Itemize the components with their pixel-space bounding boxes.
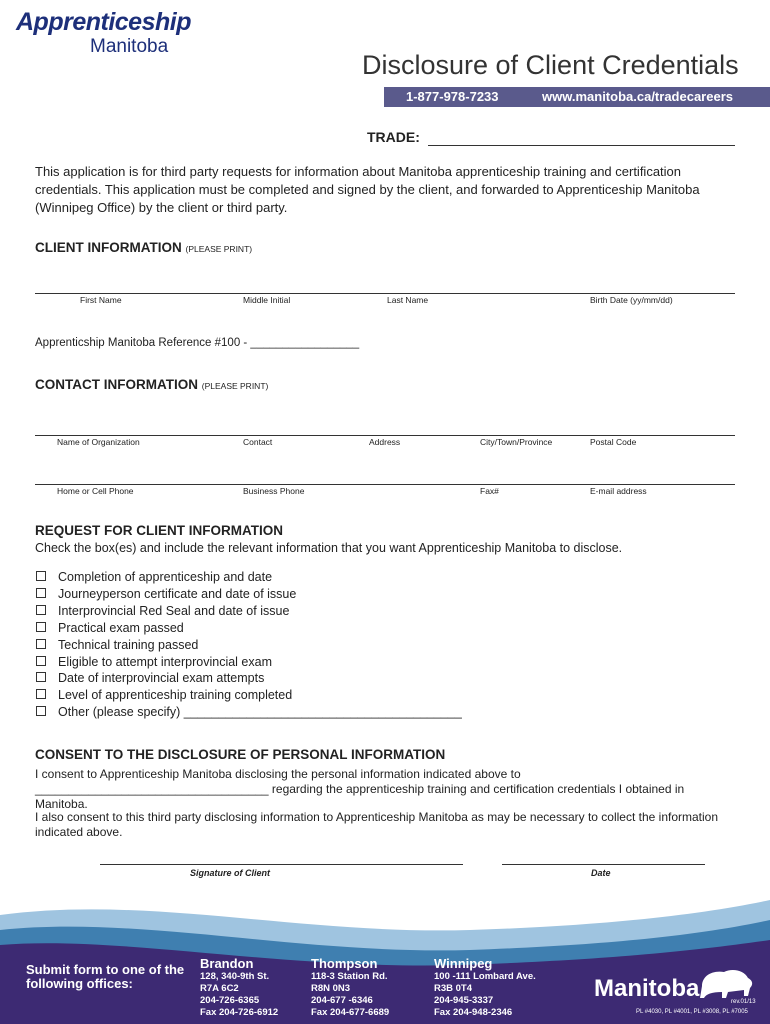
office-phone: 204-726-6365 (200, 995, 260, 1006)
consent-heading: CONSENT TO THE DISCLOSURE OF PERSONAL INFORMATION (35, 747, 446, 762)
contact-row2-field[interactable] (35, 484, 735, 485)
contact-info-note: (PLEASE PRINT) (201, 381, 269, 391)
client-info-heading (35, 240, 252, 255)
date-field[interactable] (502, 864, 705, 865)
organization-label: Name of Organization (57, 437, 140, 447)
checkbox-item[interactable] (36, 705, 462, 719)
office-phone: 204-677 -6346 (311, 995, 373, 1006)
request-heading: REQUEST FOR CLIENT INFORMATION (35, 523, 283, 538)
office-address: 128, 340-9th St. (200, 971, 270, 982)
checkbox-item[interactable] (36, 688, 292, 702)
office-fax: Fax 204-677-6689 (311, 1007, 390, 1018)
checkbox[interactable] (36, 622, 46, 632)
first-name-label: First Name (80, 295, 122, 305)
logo-manitoba: Manitoba (90, 36, 169, 57)
last-name-label: Last Name (387, 295, 429, 305)
logo-apprenticeship: Apprenticeship (16, 8, 191, 36)
checkbox-label: Journeyperson certificate and date of issue (58, 587, 297, 601)
revision-label: rev.01/13 (731, 999, 756, 1005)
checkbox-item[interactable] (36, 604, 289, 618)
submit-instructions: Submit form to one of the following offices: (26, 962, 185, 991)
office-phone: 204-945-3337 (434, 995, 494, 1006)
birth-date-label: Birth Date (yy/mm/dd) (590, 295, 673, 305)
checkbox-label: Interprovincial Red Seal and date of issue (58, 604, 290, 618)
checkbox-label: Eligible to attempt interprovincial exam (58, 655, 272, 669)
office-postal: R7A 6C2 (200, 983, 239, 994)
office-winnipeg (434, 956, 536, 1019)
pl-numbers: PL #4030, PL #4001, PL #3008, PL #7005 (636, 1009, 748, 1015)
checkbox-label: Completion of apprenticeship and date (58, 570, 273, 584)
intro-paragraph: This application is for third party requests for information about Manitoba apprenticeship training and certification credentials. This application must be completed and signed by the client, and forwarded to Apprenticeship Manitoba (Winnipeg Office) by the client or third party. (35, 164, 700, 215)
checkbox[interactable] (36, 588, 46, 598)
consent-paragraph-2: I also consent to this third party disclosing information to Apprenticeship Manitoba as may be necessary to collect the information indicated above. (35, 810, 719, 839)
manitoba-logo: Manitoba (594, 975, 700, 1002)
trade-field[interactable] (428, 145, 735, 146)
office-fax: Fax 204-948-2346 (434, 1007, 513, 1018)
client-info-title: CLIENT INFORMATION (35, 240, 182, 255)
office-thompson (311, 956, 389, 1019)
checkbox-item[interactable] (36, 671, 264, 685)
office-address: 118-3 Station Rd. (311, 971, 388, 982)
office-fax: Fax 204-726-6912 (200, 1007, 279, 1018)
signature-field[interactable] (100, 864, 463, 865)
email-label: E-mail address (590, 486, 647, 496)
fax-label: Fax# (480, 486, 499, 496)
office-name: Brandon (200, 956, 254, 971)
date-label: Date (591, 868, 611, 878)
address-label: Address (369, 437, 401, 447)
office-address: 100 -111 Lombard Ave. (434, 971, 536, 982)
office-postal: R8N 0N3 (311, 983, 351, 994)
contact-row1-field[interactable] (35, 435, 735, 436)
middle-initial-label: Middle Initial (243, 295, 291, 305)
home-phone-label: Home or Cell Phone (57, 486, 134, 496)
contact-info-title: CONTACT INFORMATION (35, 377, 198, 392)
checkbox-label: Level of apprenticeship training completed (58, 688, 293, 702)
request-instruction: Check the box(es) and include the relevant information that you want Apprenticeship Manitoba to disclose. (35, 541, 623, 555)
office-brandon (200, 956, 278, 1019)
office-name: Thompson (311, 956, 378, 971)
checkbox-label: Date of interprovincial exam attempts (58, 671, 265, 685)
contact-label: Contact (243, 437, 273, 447)
checkbox-item[interactable] (36, 621, 184, 635)
office-name: Winnipeg (434, 956, 493, 971)
checkbox[interactable] (36, 639, 46, 649)
website-link[interactable]: www.manitoba.ca/tradecareers (542, 89, 733, 104)
reference-field[interactable]: Apprenticship Manitoba Reference #100 - _________________ (35, 337, 360, 349)
checkbox-item[interactable] (36, 638, 198, 652)
checkbox[interactable] (36, 706, 46, 716)
checkbox-item[interactable] (36, 570, 272, 584)
consent-paragraph-1: I consent to Apprenticeship Manitoba disclosing the personal information indicated above to ___________________________________ regarding the apprenticeship training and certification credentials I obtained in Manitoba. (35, 767, 685, 811)
signature-label: Signature of Client (190, 868, 271, 878)
contact-info-heading (35, 377, 268, 392)
checkbox-item[interactable] (36, 587, 296, 601)
client-name-field[interactable] (35, 293, 735, 294)
business-phone-label: Business Phone (243, 486, 305, 496)
checkbox[interactable] (36, 605, 46, 615)
checkbox[interactable] (36, 672, 46, 682)
checkbox-label: Practical exam passed (58, 621, 184, 635)
checkbox-item[interactable] (36, 655, 272, 669)
bison-icon (698, 966, 756, 1000)
checkbox-label: Other (please specify) ________________________________________ (58, 705, 462, 719)
page-title: Disclosure of Client Credentials (362, 50, 739, 80)
phone-number: 1-877-978-7233 (406, 89, 499, 104)
checkbox[interactable] (36, 571, 46, 581)
checkbox-label: Technical training passed (58, 638, 199, 652)
postal-code-label: Postal Code (590, 437, 637, 447)
checkbox[interactable] (36, 689, 46, 699)
client-info-note: (PLEASE PRINT) (185, 244, 253, 254)
trade-label: TRADE: (367, 129, 420, 145)
office-postal: R3B 0T4 (434, 983, 473, 994)
city-label: City/Town/Province (480, 437, 553, 447)
checkbox[interactable] (36, 656, 46, 666)
